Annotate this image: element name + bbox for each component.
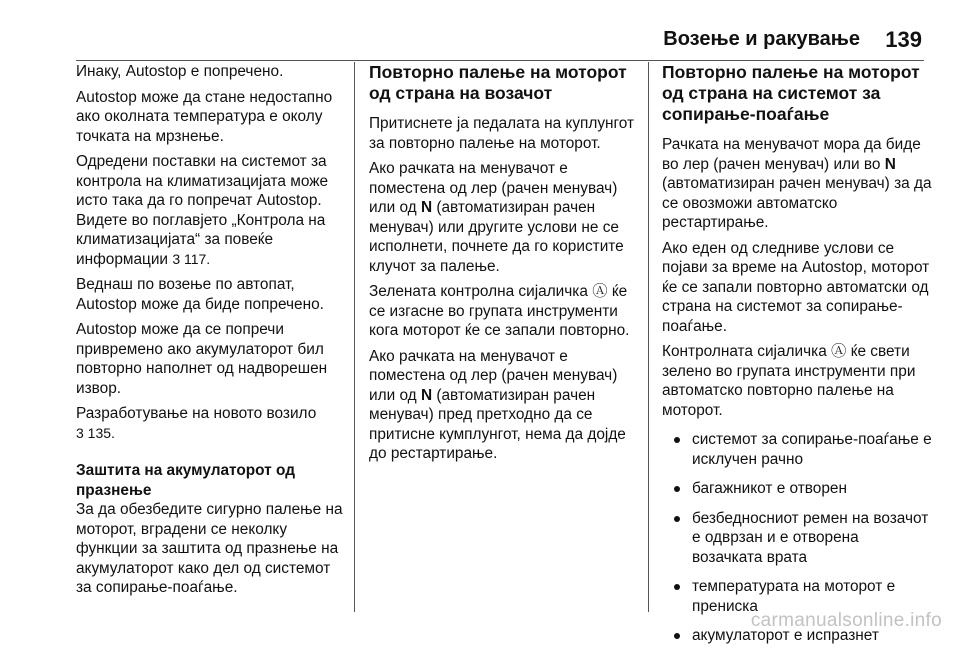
paragraph: Ако еден од следниве услови се појави за време на Autostop, моторот ќе се запали повторно автоматски од страна на системот за сопирање-поаѓање. — [662, 239, 930, 335]
page-number: 139 — [885, 27, 922, 52]
paragraph-text: ќе свети зелено во групата инструменти при автоматско повторно палење на моторот. — [662, 343, 916, 419]
paragraph-text: Разработување на новото возило — [76, 405, 317, 422]
paragraph — [369, 159, 637, 276]
paragraph-text: (автоматизиран рачен менувач) пред претходно да се притисне кумплунгот, нема да дојде до рестартирање. — [369, 386, 626, 462]
gear-n-symbol: N — [420, 199, 433, 216]
paragraph-text: (автоматизиран рачен менувач) или другите услови не се исполнети, почнете да го користите клучот за палење. — [369, 199, 624, 275]
paragraph — [662, 135, 932, 233]
subheading-battery-protection: Заштита на акумулаторот од празнење — [76, 462, 295, 499]
paragraph: Притиснете ја педалата на куплунгот за повторно палење на моторот. — [369, 115, 635, 152]
paragraph: Autostop може да стане недостапно ако околната температура е околу точката на мрзнење. — [76, 88, 333, 145]
paragraph: Веднаш по возење по автопат, Autostop може да биде попречено. — [76, 276, 324, 313]
paragraph-text: Ако рачката на менувачот е поместена од лер (рачен менувач) или од — [369, 347, 618, 404]
paragraph — [369, 347, 637, 464]
paragraph: Autostop може да се попречи привремено ако акумулаторот бил повторно наполнет од надворешен извор. — [76, 321, 328, 397]
column-left — [76, 62, 346, 604]
list-item: акумулаторот е испразнет — [662, 626, 932, 646]
paragraph — [369, 282, 637, 341]
paragraph-text: Одредени поставки на системот за контрола на климатизацијата може исто така да го попречат Autostop. Видете во поглавјето „Контрола на климатизацијата“ за повеќе информации — [76, 153, 329, 268]
paragraph: Инаку, Autostop е попречено. — [76, 63, 284, 80]
chapter-title: Возење и ракување — [663, 28, 860, 50]
bullet-icon — [674, 516, 680, 522]
paragraph — [662, 342, 932, 420]
page-reference-link[interactable]: 3 135. — [76, 424, 115, 441]
column-middle — [369, 62, 637, 470]
bullet-icon — [674, 486, 680, 492]
gear-n-symbol: N — [884, 155, 896, 173]
autostop-indicator-icon: Ⓐ — [592, 283, 608, 300]
column-divider-1 — [354, 62, 355, 612]
autostop-indicator-icon: Ⓐ — [831, 343, 847, 360]
gear-n-symbol: N — [420, 386, 433, 404]
list-item: багажникот е отворен — [662, 479, 932, 499]
paragraph-text: Зелената контролна сијаличка — [369, 283, 588, 300]
list-item: температурата на моторот е прениска — [662, 577, 932, 616]
paragraph — [76, 404, 346, 443]
page-reference-link[interactable]: 3 117. — [172, 250, 211, 267]
bullet-icon — [674, 584, 680, 590]
paragraph-text: (автоматизиран рачен менувач) за да се овозможи автоматско рестартирање. — [662, 175, 932, 231]
paragraph — [76, 152, 346, 269]
paragraph: За да обезбедите сигурно палење на моторот, вградени се неколку функции за заштита од празнење на акумулаторот како дел од системот за сопирање-поаѓање. — [76, 501, 343, 596]
bullet-icon — [674, 437, 680, 443]
list-item: безбедносниот ремен на возачот е одврзан и е отворена возачката врата — [662, 509, 932, 568]
column-right — [662, 62, 932, 656]
column-divider-2 — [648, 62, 649, 612]
paragraph-text: Рачката на менувачот мора да биде во лер (рачен менувач) или во — [662, 136, 921, 173]
list-item: системот за сопирање-поаѓање е исклучен рачно — [662, 430, 932, 469]
watermark: carmanualsonline.info — [750, 610, 942, 631]
paragraph-text: Ако рачката на менувачот е поместена од лер (рачен менувач) или од — [369, 160, 618, 216]
paragraph-text: ќе се изгасне во групата инструменти кога моторот ќе се запали повторно. — [369, 283, 630, 339]
page-header — [76, 26, 924, 61]
paragraph-text: Контролната сијаличка — [662, 343, 827, 360]
bullet-icon — [674, 633, 680, 639]
section-heading-driver-restart: Повторно палење на моторот од страна на возачот — [369, 62, 627, 103]
section-heading-system-restart: Повторно палење на моторот од страна на системот за сопирање-поаѓање — [662, 62, 920, 124]
